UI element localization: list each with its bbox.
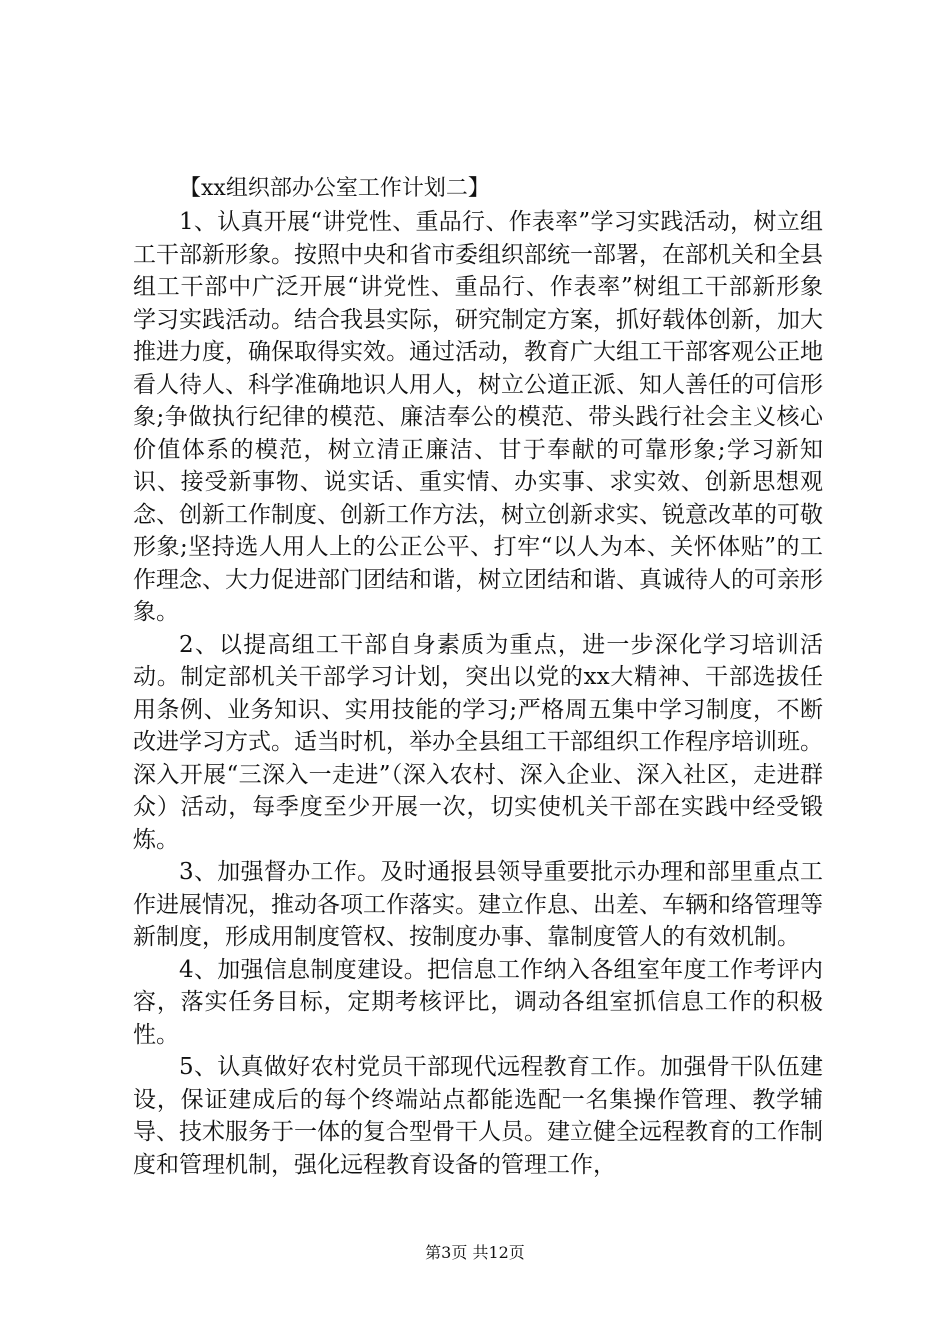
paragraph-3: 3、加强督办工作。及时通报县领导重要批示办理和部里重点工作进展情况，推动各项工作落实。建立作息、出差、车辆和络管理等新制度，形成用制度管权、按制度办事、靠制度管人的有效机制。	[133, 859, 823, 950]
paragraph-2: 2、以提高组工干部自身素质为重点，进一步深化学习培训活动。制定部机关干部学习计划，突出以党的xx大精神、干部选拔任用条例、业务知识、实用技能的学习;严格周五集中学习制度，不断改进学习方式。适当时机，举办全县组工干部组织工作程序培训班。深入开展“三深入一走进”（深入农村、深入企业、深入社区，走进群众）活动，每季度至少开展一次，切实使机关干部在实践中经受锻炼。	[133, 631, 823, 853]
paragraph-4: 4、加强信息制度建设。把信息工作纳入各组室年度工作考评内容，落实任务目标，定期考核评比，调动各组室抓信息工作的积极性。	[133, 956, 823, 1048]
document-title: 【xx组织部办公室工作计划二】	[179, 176, 490, 201]
page-footer: 第3页 共12页	[425, 1243, 525, 1262]
paragraph-1: 1、认真开展“讲党性、重品行、作表率”学习实践活动，树立组工干部新形象。按照中央和省市委组织部统一部署，在部机关和全县组工干部中广泛开展“讲党性、重品行、作表率”树组工干部新形象学习实践活动。结合我县实际，研究制定方案，抓好载体创新，加大推进力度，确保取得实效。通过活动，教育广大组工干部客观公正地看人待人、科学准确地识人用人，树立公道正派、知人善任的可信形象;争做执行纪律的模范、廉洁奉公的模范、带头践行社会主义核心价值体系的模范，树立清正廉洁、甘于奉献的可靠形象;学习新知识、接受新事物、说实话、重实情、办实事、求实效、创新思想观念、创新工作制度、创新工作方法，树立创新求实、锐意改革的可敬形象;坚持选人用人上的公正公平、打牢“以人为本、关怀体贴”的工作理念、大力促进部门团结和谐，树立团结和谐、真诚待人的可亲形象。	[133, 209, 823, 625]
document-body	[133, 172, 823, 1181]
paragraph-5: 5、认真做好农村党员干部现代远程教育工作。加强骨干队伍建设，保证建成后的每个终端站点都能选配一名集操作管理、教学辅导、技术服务于一体的复合型骨干人员。建立健全远程教育的工作制度和管理机制，强化远程教育设备的管理工作，	[133, 1054, 823, 1178]
